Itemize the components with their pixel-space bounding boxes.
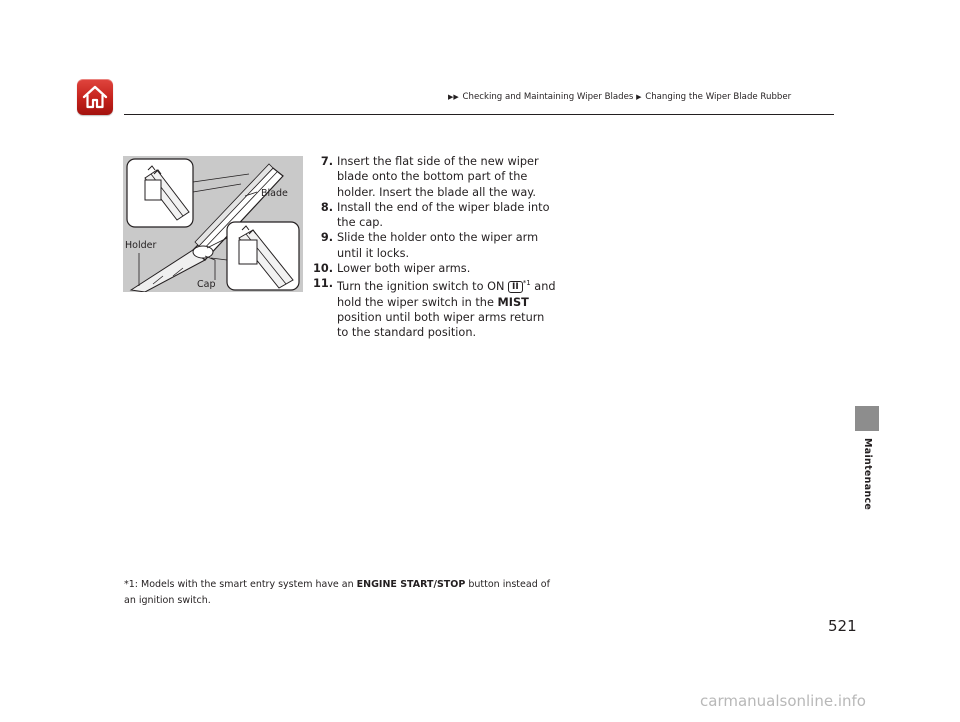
footnote-bold: ENGINE START/STOP — [356, 579, 466, 590]
home-button[interactable] — [77, 79, 113, 115]
wiper-blade-illustration — [123, 156, 303, 292]
header-rule — [124, 114, 834, 115]
home-icon — [82, 85, 108, 109]
step-number: 8. — [320, 200, 333, 214]
step-text-mid: and hold the wiper switch in the — [337, 280, 556, 309]
step-text: Slide the holder onto the wiper arm until it locks. — [337, 231, 539, 260]
label-cap: Cap — [197, 279, 216, 290]
step-text: Install the end of the wiper blade into the cap. — [337, 200, 550, 230]
step-7 — [308, 154, 556, 200]
watermark: carmanualsonline.info — [700, 692, 866, 710]
step-text: Insert the flat side of the new wiper blade onto the bottom part of the holder. Insert the blade all the way. — [337, 155, 539, 199]
step-number: 7. — [320, 155, 333, 168]
label-holder: Holder — [125, 240, 157, 251]
footnote-text-post: button instead of an ignition switch. — [124, 579, 550, 606]
step-9 — [308, 230, 556, 261]
footnote-text-pre: *1: Models with the smart entry system have an — [124, 579, 357, 590]
breadcrumb-item[interactable]: Checking and Maintaining Wiper Blades — [462, 92, 634, 102]
ignition-position-key: II — [508, 281, 523, 293]
step-8 — [308, 200, 556, 231]
step-10 — [308, 261, 556, 276]
step-number: 10. — [312, 262, 333, 276]
step-text: Lower both wiper arms. — [337, 262, 471, 276]
mist-label: MIST — [497, 295, 529, 309]
step-number: 9. — [320, 231, 333, 245]
arrow-icon: ▶ — [636, 93, 642, 101]
section-tab[interactable] — [855, 406, 879, 431]
footnote-ref[interactable]: *1 — [522, 279, 531, 288]
step-number: 11. — [312, 277, 333, 291]
footnote — [124, 577, 564, 609]
instruction-steps — [308, 154, 556, 341]
breadcrumb-item[interactable]: Changing the Wiper Blade Rubber — [645, 92, 792, 102]
label-blade: Blade — [261, 188, 288, 199]
breadcrumb — [448, 92, 791, 102]
section-label: Maintenance — [862, 438, 873, 511]
step-text-pre: Turn the ignition switch to ON — [337, 280, 509, 294]
double-arrow-icon: ▶▶ — [448, 93, 459, 101]
step-11 — [308, 276, 556, 340]
page-number: 521 — [828, 617, 857, 635]
step-text-post: position until both wiper arms return to the standard position. — [337, 310, 545, 340]
